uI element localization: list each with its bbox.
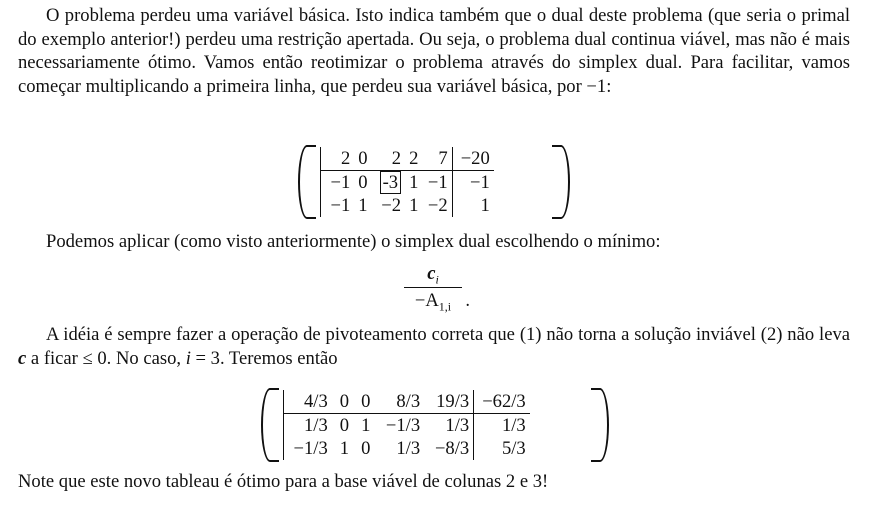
cell: −8/3: [424, 437, 474, 460]
cell: 1: [358, 194, 368, 216]
cell: 1/3: [396, 437, 421, 459]
cell: 5/3: [501, 437, 526, 459]
cell: 8/3: [374, 390, 424, 414]
left-paren: [298, 145, 316, 219]
tableau-row: [321, 194, 494, 217]
cell: 2: [405, 147, 422, 171]
left-paren: [261, 388, 279, 462]
paragraph-conclusion: Note que este novo tableau é ótimo para a base viável de colunas 2 e 3!: [18, 471, 549, 492]
cell: −1: [321, 194, 355, 217]
right-paren: [591, 388, 609, 462]
cell: −1/3: [385, 414, 421, 436]
pivot-cell: [372, 171, 406, 195]
paragraph-intro: O problema perdeu uma variável básica. Isto indica também que o dual deste problema (que seria o primal do exemplo anterior!) perdeu uma restrição apertada. Ou seja, o problema dual continua viável, mas não é mais necessariamente ótimo. Vamos então reotimizar o problema através do simplex dual. Para facilitar, vamos começar multiplicando a primeira linha, que perdeu sua variável básica, por −1:: [18, 5, 850, 97]
tableau-1: [298, 145, 570, 219]
cell: −1: [469, 171, 490, 193]
cell: 1/3: [424, 414, 474, 438]
cell: 19/3: [424, 390, 474, 414]
cell: −20: [452, 147, 494, 171]
cell: 0: [332, 390, 353, 414]
tableau-row: [284, 414, 530, 438]
cell: −2: [422, 194, 452, 217]
cell: 0: [339, 414, 350, 436]
cell: 2: [321, 147, 355, 171]
cell: 1: [480, 194, 490, 216]
cell: 0: [353, 390, 374, 414]
cell: −1/3: [284, 437, 332, 460]
ratio-formula: [398, 261, 468, 314]
tableau-row: [284, 437, 530, 460]
cell: −2: [381, 194, 402, 216]
cell: 0: [358, 171, 368, 193]
paragraph-dual: Podemos aplicar (como visto anteriormente) o simplex dual escolhendo o mínimo:: [46, 231, 661, 252]
cell: 0: [361, 437, 371, 459]
cell: 1/3: [284, 414, 332, 438]
cell: 1: [409, 194, 419, 216]
cell: 1: [409, 171, 419, 193]
cell: 7: [422, 147, 452, 171]
formula-numerator: $c_i$: [427, 263, 439, 287]
cell: 1: [361, 414, 371, 436]
tableau-2: [261, 388, 609, 462]
cell: 1/3: [501, 414, 526, 436]
cell: 2: [372, 147, 406, 171]
formula-period: .: [465, 290, 470, 311]
cell: −1: [422, 171, 452, 195]
pivot-box: -3: [380, 171, 402, 194]
tableau-row: [284, 390, 530, 414]
tableau-row: [321, 171, 494, 195]
tableau-row: [321, 147, 494, 171]
cell: 4/3: [284, 390, 332, 414]
cell: 1: [339, 437, 350, 459]
cell: −62/3: [474, 390, 530, 414]
paragraph-pivot: A idéia é sempre fazer a operação de pivoteamento correta que (1) não torna a solução inviável (2) não leva c a ficar ≤ 0. No caso, i = 3. Teremos então: [18, 324, 850, 369]
right-paren: [552, 145, 570, 219]
formula-denominator: $-A_{1,i}$: [414, 290, 452, 314]
cell: −1: [321, 171, 355, 195]
cell: 0: [354, 147, 371, 171]
